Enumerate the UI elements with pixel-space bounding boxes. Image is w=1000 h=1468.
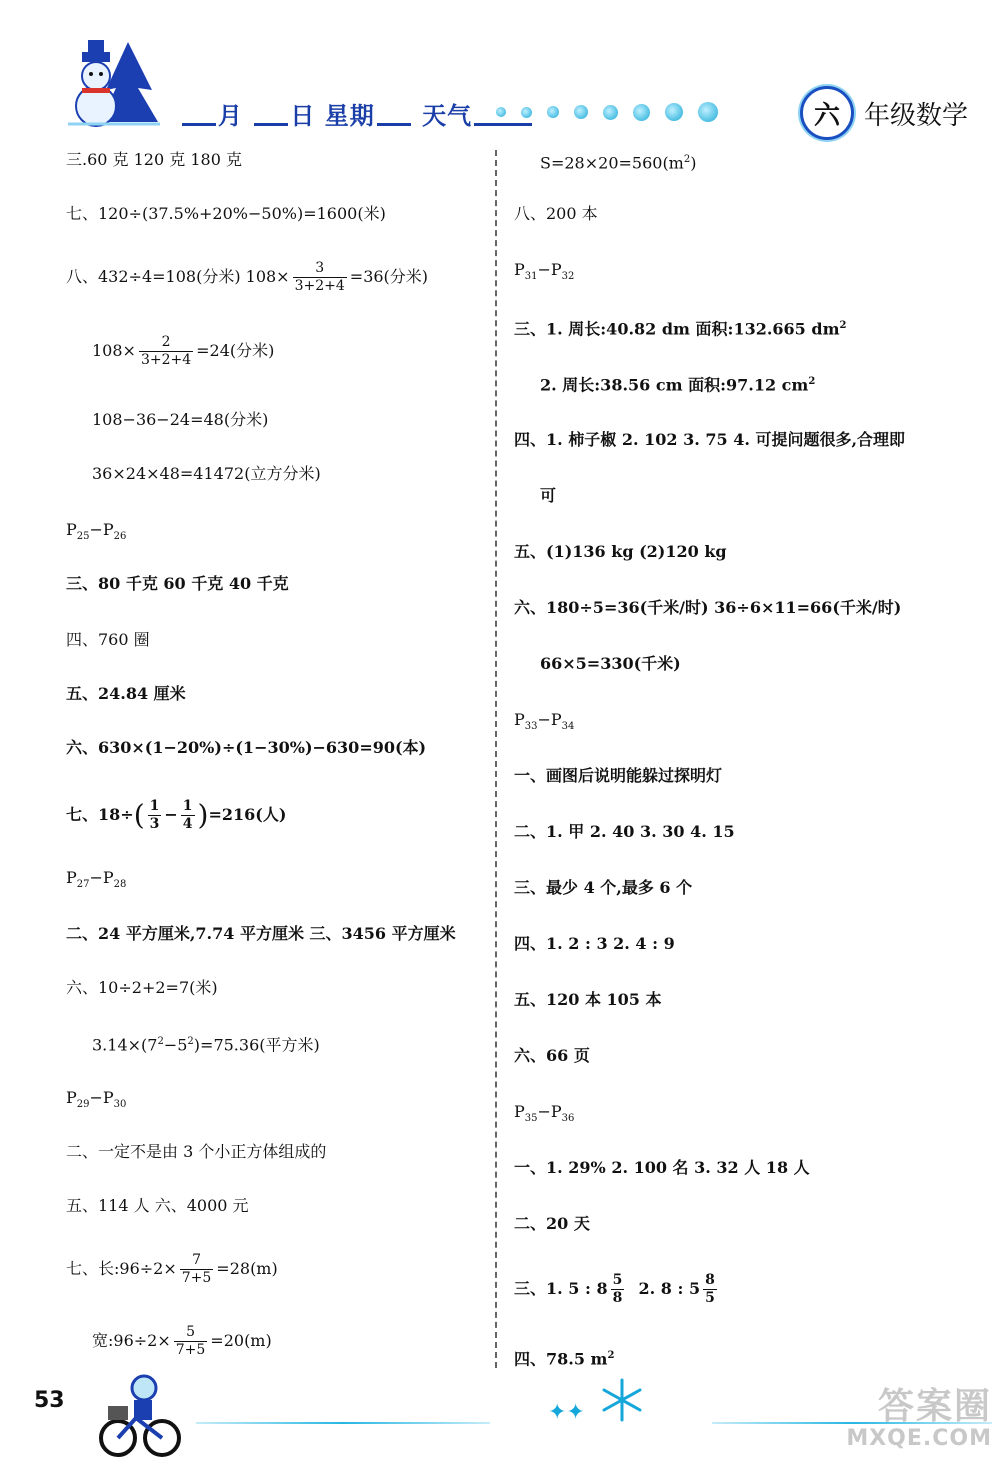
numerator: 1 [182,798,193,814]
answer-line: 三、最少 4 个,最多 6 个 [514,878,693,897]
text: P [66,520,77,539]
watermark-logo-text: 答案圈 [877,1386,992,1427]
dot-icon [496,107,506,117]
answer-line: 三、80 千克 60 千克 40 千克 [66,574,289,593]
answer-line [514,316,846,339]
subscript: 29 [76,1099,90,1111]
weather-label: 天气 [422,102,473,130]
answer-line: 五、120 本 105 本 [514,990,662,1009]
answer-line [66,798,286,833]
date-weather-row [180,96,534,131]
superscript: 2 [683,154,691,165]
text: 108× [92,341,136,360]
grade-subject [800,86,968,140]
page-range [514,710,574,737]
dot-icon [603,105,618,120]
fraction [180,1252,214,1287]
denominator: 3+2+4 [294,278,345,294]
answer-line: 66×5=330(千米) [540,654,681,673]
subscript: 28 [113,879,127,891]
denominator: 4 [182,816,193,832]
superscript: 2 [607,1350,615,1361]
answer-line [66,260,428,295]
subscript: 35 [524,1113,538,1125]
subscript: 33 [524,721,538,733]
subscript: 34 [561,721,575,733]
answer-line: 四、1. 2 : 3 2. 4 : 9 [514,934,675,953]
subscript: 31 [524,271,538,283]
denominator: 7+5 [181,1270,212,1286]
snowman-tree-icon [66,40,162,132]
page-number: 53 [34,1388,65,1413]
dot-icon [547,106,559,118]
text: =216(人) [208,805,287,824]
dot-icon [665,103,683,121]
text: =24(分米) [196,341,275,360]
page-range [66,1088,126,1115]
answer-line [92,334,274,369]
answer-line: 六、10÷2+2=7(米) [66,978,218,997]
text: −P [537,260,562,279]
superscript: 2 [157,1036,164,1047]
answer-line [540,372,815,395]
numerator: 7 [180,1252,214,1270]
answer-line: 一、1. 29% 2. 100 名 3. 32 人 18 人 [514,1158,810,1177]
text: P [514,710,525,729]
answer-line [540,150,696,173]
fraction [148,798,162,833]
answer-line: 四、1. 柿子椒 2. 102 3. 75 4. 可提问题很多,合理即 [514,430,906,449]
text: ) [690,153,697,173]
denominator: 3 [149,816,160,832]
subscript: 30 [113,1099,127,1111]
text: 三、1. 5 : 8 [514,1279,608,1298]
page-range [66,868,126,895]
superscript: 2 [187,1036,194,1047]
answer-line: 六、66 页 [514,1046,590,1065]
answer-line [92,1032,320,1055]
answer-line: 五、(1)136 kg (2)120 kg [514,542,727,561]
text: 3.14×(7 [92,1035,158,1055]
dot-icon [521,107,532,118]
fraction [174,1324,208,1359]
dot-icon [633,104,650,121]
answer-line: 二、一定不是由 3 个小正方体组成的 [66,1142,327,1161]
text: −P [537,1102,562,1121]
answer-line [514,1346,614,1369]
page-header [0,0,1000,150]
answer-line: 七、120÷(37.5%+20%−50%)=1600(米) [66,204,386,223]
text: 四、78.5 m [514,1349,608,1369]
page-range [514,1102,574,1129]
paren-open: ( [133,798,145,832]
fraction [611,1272,625,1307]
answer-line: 108−36−24=48(分米) [92,410,269,429]
numerator: 3 [293,260,347,278]
answer-line: 一、画图后说明能躲过探明灯 [514,766,723,785]
text: P [66,868,77,887]
snowflake-badge-icon [800,86,854,140]
answer-line [514,1272,720,1307]
subscript: 25 [76,531,90,543]
text: P [66,1088,77,1107]
subscript: 32 [561,271,575,283]
dot-icon [574,105,588,119]
answer-line: 四、760 圈 [66,630,150,649]
sparkle-icon: ✦✦ [548,1400,585,1425]
denominator: 3+2+4 [140,352,192,368]
text: 2. 周长:38.56 cm 面积:97.12 cm [540,375,809,395]
cyclist-girl-icon [96,1370,182,1460]
answer-line: 二、24 平方厘米,7.74 平方厘米 三、3456 平方厘米 [66,924,456,943]
numerator: 1 [149,798,160,814]
text: −P [89,520,114,539]
fraction [293,260,347,295]
text: =28(m) [216,1259,278,1278]
paren-close: ) [197,798,209,832]
snowflake-icon [600,1378,644,1422]
numerator: 5 [612,1272,623,1288]
text: P [514,260,525,279]
answer-line [92,1324,272,1359]
subscript: 26 [113,531,127,543]
answer-line: 36×24×48=41472(立方分米) [92,464,321,483]
text: )=75.36(平方米) [193,1035,320,1055]
text: 七、长:96÷2× [66,1259,177,1278]
column-divider [495,150,497,1368]
text: =36(分米) [349,267,429,286]
answer-line: 六、180÷5=36(千米/时) 36÷6×11=66(千米/时) [514,598,902,617]
answer-line: 二、1. 甲 2. 40 3. 30 4. 15 [514,822,735,841]
denominator: 5 [705,1290,715,1306]
answer-line: 五、114 人 六、4000 元 [66,1196,249,1215]
page-range [66,520,126,547]
text: 八、432÷4=108(分米) 108× [66,267,290,286]
answer-line: 二、20 天 [514,1214,590,1233]
answer-line: 八、200 本 [514,204,598,223]
decorative-dots [496,102,718,122]
fraction [703,1272,717,1307]
text: 七、18÷ [66,805,134,824]
answer-line [66,1252,278,1287]
dot-icon [698,102,718,122]
footer-line-left [196,1422,490,1424]
month-blank [182,101,216,126]
text: 宽:96÷2× [92,1331,171,1350]
text: =20(m) [210,1331,272,1350]
page-footer [0,1370,1000,1468]
numerator: 5 [174,1324,208,1342]
text: 三、1. 周长:40.82 dm 面积:132.665 dm [514,319,840,339]
week-label: 星期 [324,102,375,130]
fraction [139,334,193,369]
watermark [846,1388,992,1451]
fraction [181,798,195,833]
text: 2. 8 : 5 [638,1279,701,1298]
grade-subject-label: 年级数学 [864,100,969,131]
month-label: 月 [218,102,243,130]
denominator: 7+5 [175,1342,206,1358]
numerator: 8 [705,1272,715,1288]
text: −P [537,710,562,729]
text: −P [89,1088,114,1107]
day-label: 日 [290,102,316,130]
grade-number: 六 [813,100,840,131]
text: P [514,1102,525,1121]
superscript: 2 [808,376,816,387]
day-blank [254,101,288,126]
answer-line: 五、24.84 厘米 [66,684,186,703]
numerator: 2 [139,334,193,352]
text: S=28×20=560(m [540,153,684,173]
text: − [164,805,178,824]
week-blank [377,101,411,126]
watermark-url: MXQE.COM [846,1426,992,1451]
text: −5 [163,1035,188,1055]
subscript: 27 [76,879,90,891]
answer-line: 可 [540,486,557,505]
superscript: 2 [839,320,847,331]
page-range [514,260,574,287]
answer-line: 六、630×(1−20%)÷(1−30%)−630=90(本) [66,738,427,757]
subscript: 36 [561,1113,575,1125]
answer-line: 三.60 克 120 克 180 克 [66,150,242,169]
denominator: 8 [612,1290,623,1306]
text: −P [89,868,114,887]
